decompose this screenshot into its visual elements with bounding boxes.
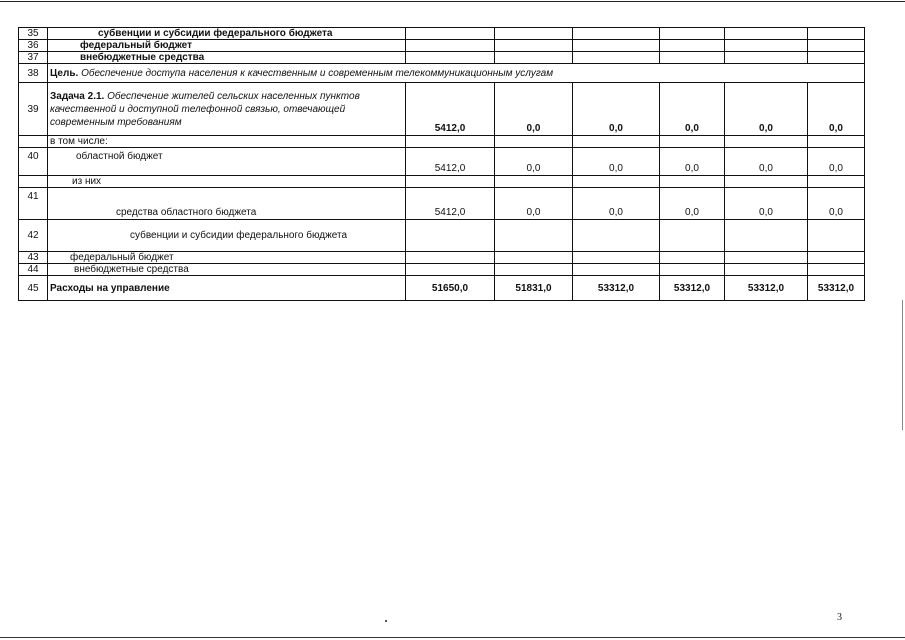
value-cell bbox=[495, 28, 573, 40]
row-number: 40 bbox=[19, 148, 48, 176]
table-row-subheader bbox=[19, 136, 865, 148]
table-row-35 bbox=[19, 28, 865, 40]
value-cell bbox=[660, 220, 725, 252]
row-number: 38 bbox=[19, 64, 48, 83]
row-number-empty bbox=[19, 136, 48, 148]
value-cell bbox=[725, 264, 808, 276]
table-row-37 bbox=[19, 52, 865, 64]
budget-table bbox=[18, 27, 865, 301]
value-cell bbox=[808, 220, 865, 252]
value-cell bbox=[660, 252, 725, 264]
value-cell bbox=[725, 252, 808, 264]
value-cell bbox=[573, 40, 660, 52]
value-cell bbox=[495, 136, 573, 148]
value-cell bbox=[660, 52, 725, 64]
value-cell bbox=[406, 220, 495, 252]
value-cell: 53312,0 bbox=[808, 276, 865, 301]
value-cell bbox=[808, 52, 865, 64]
value-cell bbox=[573, 264, 660, 276]
value-cell: 5412,0 bbox=[406, 83, 495, 136]
top-border-line bbox=[0, 1, 905, 2]
task-text: Обеспечение жителей сельских населенных пунктов качественной и доступной телефонной связью, отвечающей современным требованиям bbox=[50, 90, 360, 128]
value-cell bbox=[660, 176, 725, 188]
value-cell: 0,0 bbox=[573, 83, 660, 136]
row-label: из них bbox=[48, 176, 406, 188]
value-cell bbox=[808, 176, 865, 188]
scan-edge-mark bbox=[902, 300, 903, 430]
value-cell bbox=[495, 52, 573, 64]
row-number: 39 bbox=[19, 83, 48, 136]
row-label: Расходы на управление bbox=[48, 276, 406, 301]
value-cell: 0,0 bbox=[573, 148, 660, 176]
row-number: 42 bbox=[19, 220, 48, 252]
table-row-45 bbox=[19, 276, 865, 301]
value-cell bbox=[808, 252, 865, 264]
row-label: внебюджетные средства bbox=[48, 264, 406, 276]
value-cell: 51831,0 bbox=[495, 276, 573, 301]
table-row-41 bbox=[19, 188, 865, 220]
value-cell: 0,0 bbox=[660, 83, 725, 136]
row-number: 41 bbox=[19, 188, 48, 220]
task-label: Задача 2.1. bbox=[50, 90, 105, 102]
table-row-38 bbox=[19, 64, 865, 83]
row-number: 35 bbox=[19, 28, 48, 40]
value-cell bbox=[406, 136, 495, 148]
row-label: средства областного бюджета bbox=[48, 188, 406, 220]
value-cell: 0,0 bbox=[725, 148, 808, 176]
value-cell: 0,0 bbox=[808, 83, 865, 136]
task-cell bbox=[48, 83, 406, 136]
page-number: 3 bbox=[837, 612, 842, 623]
value-cell bbox=[573, 220, 660, 252]
value-cell bbox=[495, 220, 573, 252]
value-cell: 0,0 bbox=[808, 148, 865, 176]
table-row-43 bbox=[19, 252, 865, 264]
value-cell: 0,0 bbox=[495, 188, 573, 220]
value-cell: 53312,0 bbox=[660, 276, 725, 301]
value-cell bbox=[725, 40, 808, 52]
value-cell: 0,0 bbox=[495, 83, 573, 136]
table-row-subheader bbox=[19, 176, 865, 188]
value-cell bbox=[406, 252, 495, 264]
value-cell bbox=[406, 52, 495, 64]
value-cell: 51650,0 bbox=[406, 276, 495, 301]
row-label: областной бюджет bbox=[48, 148, 406, 176]
value-cell: 5412,0 bbox=[406, 148, 495, 176]
value-cell bbox=[808, 264, 865, 276]
table-row-39 bbox=[19, 83, 865, 136]
value-cell bbox=[725, 220, 808, 252]
row-number: 44 bbox=[19, 264, 48, 276]
row-label: внебюджетные средства bbox=[48, 52, 406, 64]
row-label: федеральный бюджет bbox=[48, 252, 406, 264]
value-cell: 53312,0 bbox=[573, 276, 660, 301]
row-label: в том числе: bbox=[48, 136, 406, 148]
value-cell bbox=[495, 176, 573, 188]
row-number: 36 bbox=[19, 40, 48, 52]
value-cell bbox=[808, 40, 865, 52]
table-row-42 bbox=[19, 220, 865, 252]
table-row-44 bbox=[19, 264, 865, 276]
value-cell: 0,0 bbox=[725, 188, 808, 220]
goal-label: Цель. bbox=[50, 67, 79, 79]
value-cell bbox=[808, 136, 865, 148]
value-cell bbox=[725, 28, 808, 40]
row-number: 43 bbox=[19, 252, 48, 264]
value-cell bbox=[660, 40, 725, 52]
value-cell: 53312,0 bbox=[725, 276, 808, 301]
value-cell: 0,0 bbox=[808, 188, 865, 220]
row-number-empty bbox=[19, 176, 48, 188]
value-cell bbox=[406, 264, 495, 276]
value-cell: 0,0 bbox=[495, 148, 573, 176]
bottom-border-line bbox=[0, 637, 905, 638]
value-cell bbox=[573, 252, 660, 264]
value-cell bbox=[725, 136, 808, 148]
value-cell bbox=[725, 176, 808, 188]
value-cell: 0,0 bbox=[725, 83, 808, 136]
value-cell: 5412,0 bbox=[406, 188, 495, 220]
value-cell bbox=[495, 264, 573, 276]
value-cell bbox=[660, 136, 725, 148]
value-cell bbox=[725, 52, 808, 64]
value-cell: 0,0 bbox=[660, 148, 725, 176]
value-cell bbox=[808, 28, 865, 40]
value-cell bbox=[495, 252, 573, 264]
row-number: 45 bbox=[19, 276, 48, 301]
scan-dot bbox=[385, 620, 387, 622]
value-cell bbox=[495, 40, 573, 52]
row-label: федеральный бюджет bbox=[48, 40, 406, 52]
row-number: 37 bbox=[19, 52, 48, 64]
value-cell bbox=[660, 264, 725, 276]
value-cell bbox=[573, 136, 660, 148]
table-row-40 bbox=[19, 148, 865, 176]
value-cell bbox=[406, 40, 495, 52]
row-label: субвенции и субсидии федерального бюджета bbox=[48, 28, 406, 40]
table-row-36 bbox=[19, 40, 865, 52]
value-cell bbox=[406, 28, 495, 40]
goal-cell bbox=[48, 64, 865, 83]
value-cell bbox=[573, 28, 660, 40]
value-cell bbox=[406, 176, 495, 188]
value-cell: 0,0 bbox=[660, 188, 725, 220]
value-cell: 0,0 bbox=[573, 188, 660, 220]
row-label: субвенции и субсидии федерального бюджета bbox=[48, 220, 406, 252]
value-cell bbox=[573, 176, 660, 188]
goal-text: Обеспечение доступа населения к качественным и современным телекоммуникационным услугам bbox=[81, 67, 554, 79]
value-cell bbox=[573, 52, 660, 64]
value-cell bbox=[660, 28, 725, 40]
